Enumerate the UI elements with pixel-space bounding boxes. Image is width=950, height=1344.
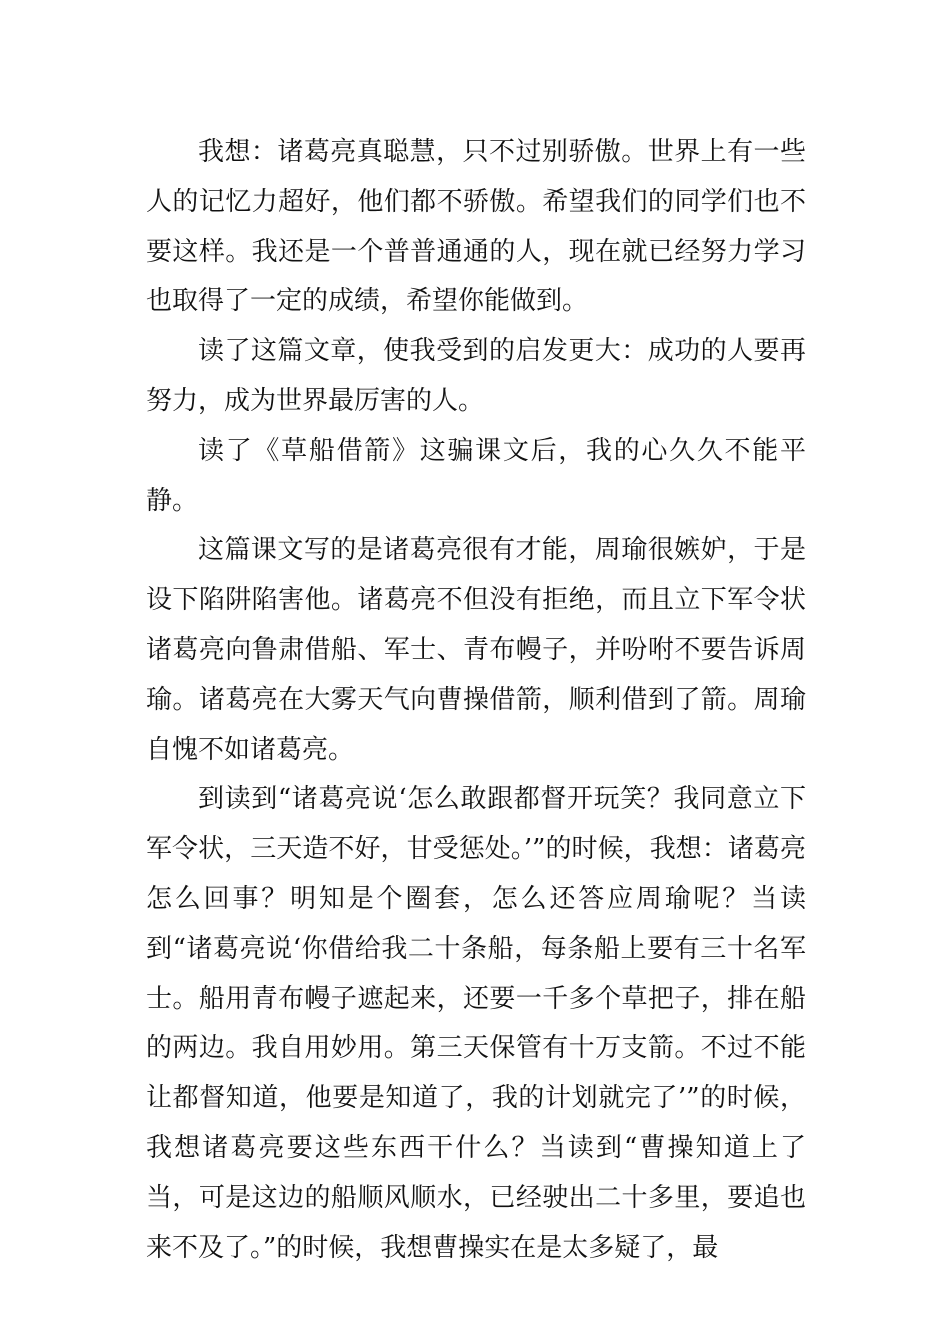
paragraph-3: 读了《草船借箭》这骗课文后，我的心久久不能平静。 [146,435,806,516]
paragraph-2: 读了这篇文章，使我受到的启发更大：成功的人要再努力，成为世界最厉害的人。 [146,336,806,416]
paragraph-1: 我想：诸葛亮真聪慧，只不过别骄傲。世界上有一些人的记忆力超好，他们都不骄傲。希望我们的同学们也不要这样。我还是一个普普通通的人，现在就已经努力学习也取得了一定的成绩，希望你能做到。 [146,137,806,317]
paragraph-5: 到读到“诸葛亮说‘怎么敢跟都督开玩笑？我同意立下军令状，三天造不好，甘受惩处。’”的时候，我想：诸葛亮怎么回事？明知是个圈套，怎么还答应周瑜呢？当读到“诸葛亮说‘你借给我二十条船，每条船上要有三十名军士。船用青布幔子遮起来，还要一千多个草把子，排在船的两边。我自用妙用。第三天保管有十万支箭。不过不能让都督知道，他要是知道了，我的计划就完了’”的时候，我想诸葛亮要这些东西干什么？当读到“曹操知道上了当，可是这边的船顺风顺水，已经驶出二十多里，要追也来不及了。”的时候，我想曹操实在是太多疑了，最 [146,784,806,1263]
document-body [146,128,806,1273]
paragraph-4: 这篇课文写的是诸葛亮很有才能，周瑜很嫉妒，于是设下陷阱陷害他。诸葛亮不但没有拒绝，而且立下军令状诸葛亮向鲁肃借船、军士、青布幔子，并吩咐不要告诉周瑜。诸葛亮在大雾天气向曹操借箭，顺利借到了箭。周瑜自愧不如诸葛亮。 [146,535,806,765]
